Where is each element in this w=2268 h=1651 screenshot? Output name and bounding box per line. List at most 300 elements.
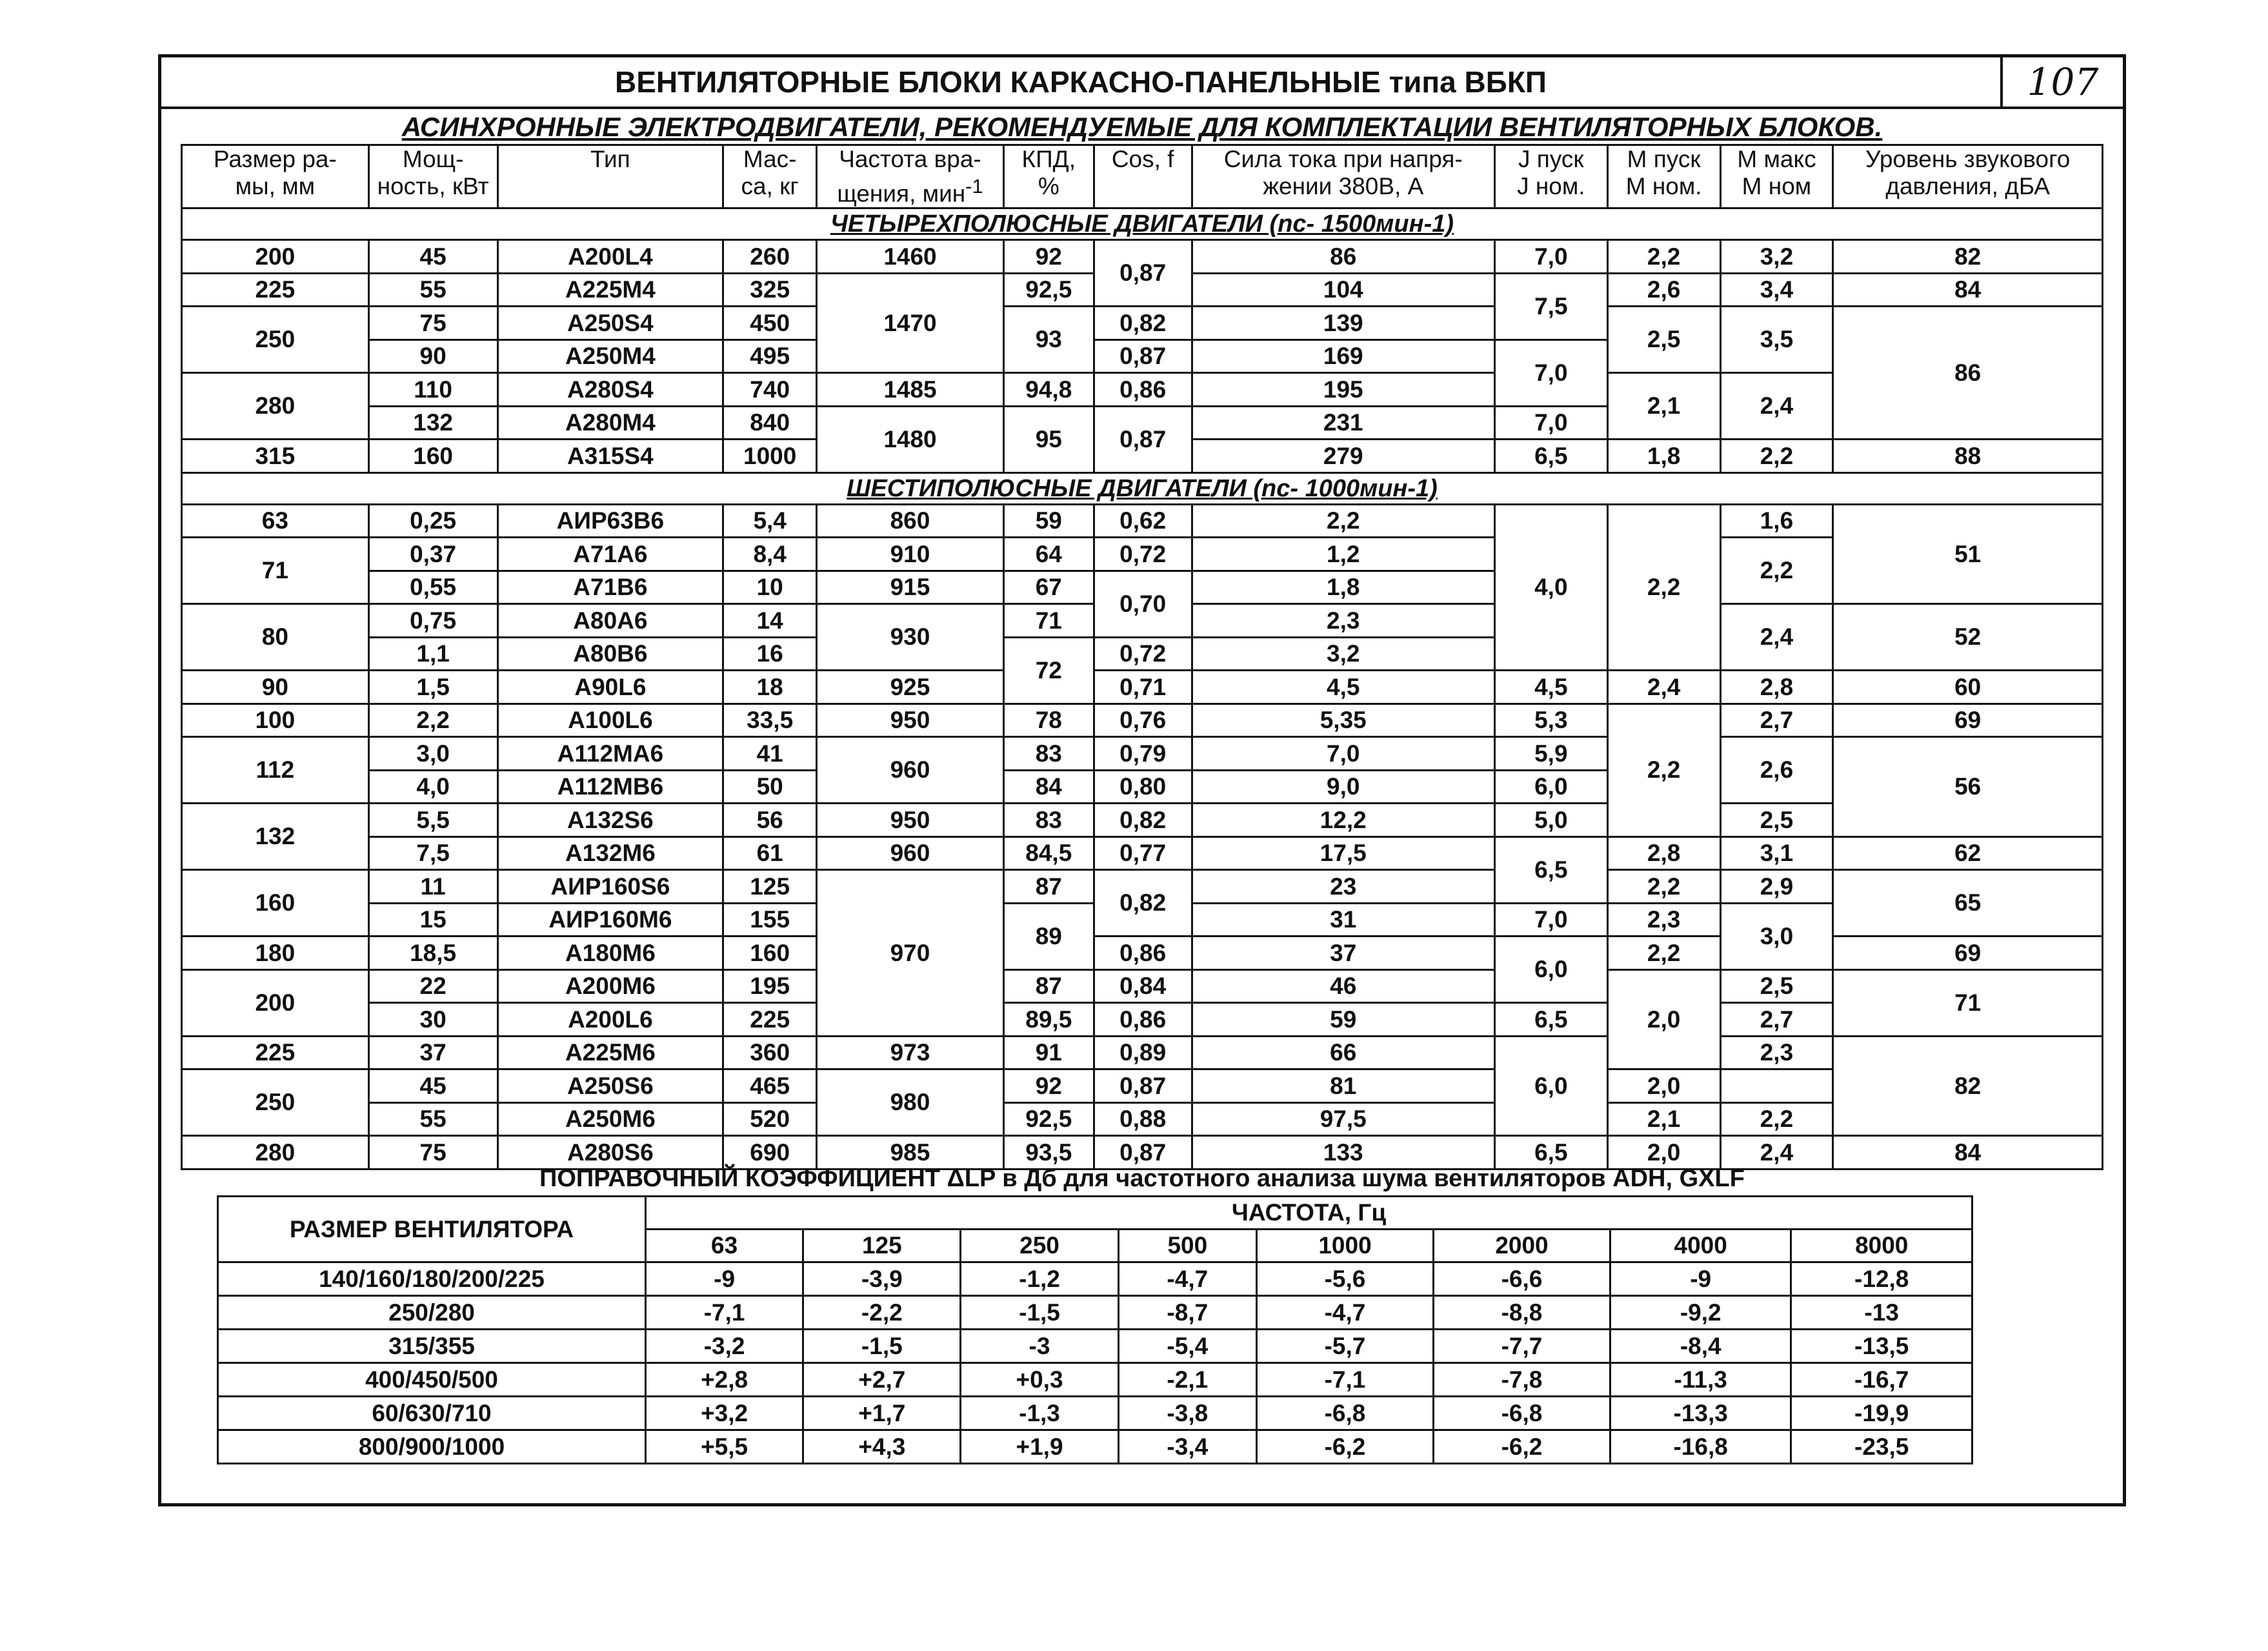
table-row bbox=[182, 737, 2103, 771]
table-cell: 0,72 bbox=[1094, 538, 1192, 571]
table-cell: 30 bbox=[368, 1003, 497, 1037]
table-row bbox=[182, 504, 2103, 538]
table-cell: 15 bbox=[368, 903, 497, 937]
table-cell: -8,8 bbox=[1433, 1296, 1610, 1330]
table-cell: 22 bbox=[368, 969, 497, 1003]
table-cell: 980 bbox=[817, 1069, 1004, 1136]
table-cell: 8,4 bbox=[723, 538, 817, 571]
table-cell: 2,2 bbox=[1720, 1102, 1833, 1136]
speed-header bbox=[817, 145, 1004, 208]
table-cell: -5,7 bbox=[1257, 1330, 1434, 1363]
table-cell: 0,82 bbox=[1094, 307, 1192, 340]
table-row bbox=[182, 373, 2103, 407]
motor-table bbox=[181, 144, 2103, 1170]
table-cell: +1,9 bbox=[961, 1430, 1118, 1464]
table-cell: 84 bbox=[1833, 273, 2103, 307]
table-cell: 18 bbox=[723, 671, 817, 704]
table-cell: 6,0 bbox=[1494, 770, 1607, 804]
table-row bbox=[182, 307, 2103, 340]
table-cell: 84 bbox=[1833, 1136, 2103, 1170]
table-cell: 1480 bbox=[817, 406, 1004, 472]
table-cell: +0,3 bbox=[961, 1363, 1118, 1397]
page-subtitle: АСИНХРОННЫЕ ЭЛЕКТРОДВИГАТЕЛИ, РЕКОМЕНДУЕМЫЕ ДЛЯ КОМПЛЕКТАЦИИ ВЕНТИЛЯТОРНЫХ БЛОКОВ. bbox=[401, 112, 1883, 142]
table-cell: 0,72 bbox=[1094, 637, 1192, 671]
table-row bbox=[218, 1330, 1972, 1363]
table-cell: 62 bbox=[1833, 836, 2103, 870]
table-cell: 92,5 bbox=[1003, 1102, 1094, 1136]
table-cell: 17,5 bbox=[1192, 836, 1494, 870]
table-cell: 225 bbox=[723, 1003, 817, 1037]
table-cell: -9,2 bbox=[1610, 1296, 1791, 1330]
table-cell: 0,70 bbox=[1094, 571, 1192, 637]
document-sheet bbox=[158, 54, 2126, 1506]
table-cell: 250 bbox=[182, 1069, 369, 1136]
page-title: ВЕНТИЛЯТОРНЫЕ БЛОКИ КАРКАСНО-ПАНЕЛЬНЫЕ типа ВБКП bbox=[615, 65, 1547, 99]
text-label: -1 bbox=[965, 175, 983, 198]
table-row bbox=[218, 1262, 1972, 1296]
table-cell: 59 bbox=[1003, 504, 1094, 538]
table-cell: 87 bbox=[1003, 870, 1094, 904]
table-cell: 71 bbox=[1833, 969, 2103, 1036]
table-cell: A280M4 bbox=[497, 406, 723, 440]
frequency-header: ЧАСТОТА, Гц bbox=[646, 1197, 1972, 1230]
table-cell: 0,77 bbox=[1094, 836, 1192, 870]
table-cell: 315 bbox=[182, 440, 369, 473]
table-cell: 1000 bbox=[723, 440, 817, 473]
table-row bbox=[182, 671, 2103, 704]
table-cell: 1,1 bbox=[368, 637, 497, 671]
table-cell: A250M4 bbox=[497, 339, 723, 373]
table-cell: 78 bbox=[1003, 704, 1094, 737]
table-cell: 450 bbox=[723, 307, 817, 340]
table-cell: 2,5 bbox=[1720, 969, 1833, 1003]
table-cell: 56 bbox=[1833, 737, 2103, 837]
table-cell: 91 bbox=[1003, 1036, 1094, 1069]
table-cell: -16,8 bbox=[1610, 1430, 1791, 1464]
table-cell: 465 bbox=[723, 1069, 817, 1103]
table-cell: 225 bbox=[182, 273, 369, 307]
table-cell: 61 bbox=[723, 836, 817, 870]
table-cell: 52 bbox=[1833, 604, 2103, 671]
table-cell: 0,37 bbox=[368, 538, 497, 571]
table-cell: 910 bbox=[817, 538, 1004, 571]
table-cell: A280S4 bbox=[497, 373, 723, 407]
table-cell: 90 bbox=[368, 339, 497, 373]
table-cell: 14 bbox=[723, 604, 817, 638]
table-cell: -13,5 bbox=[1791, 1330, 1972, 1363]
table-cell: -6,6 bbox=[1433, 1262, 1610, 1296]
table-cell: A100L6 bbox=[497, 704, 723, 737]
table-cell: 2,4 bbox=[1607, 671, 1720, 704]
text-label: мы, мм bbox=[235, 173, 316, 199]
table-cell: 950 bbox=[817, 804, 1004, 837]
table-cell: -23,5 bbox=[1791, 1430, 1972, 1464]
table-cell: 75 bbox=[368, 1136, 497, 1170]
table-cell: -8,7 bbox=[1118, 1296, 1256, 1330]
section-row bbox=[182, 472, 2103, 504]
table-cell: 7,0 bbox=[1494, 339, 1607, 406]
table-cell: -4,7 bbox=[1118, 1262, 1256, 1296]
table-row bbox=[218, 1363, 1972, 1397]
table-cell: 100 bbox=[182, 704, 369, 737]
table-cell: -13,3 bbox=[1610, 1397, 1791, 1430]
table-cell: 4,0 bbox=[368, 770, 497, 804]
table-cell: -3,8 bbox=[1118, 1397, 1256, 1430]
table-cell: 69 bbox=[1833, 704, 2103, 737]
table-cell: 250/280 bbox=[218, 1296, 646, 1330]
table-cell: 231 bbox=[1192, 406, 1494, 440]
table-cell: 82 bbox=[1833, 1036, 2103, 1136]
table-cell: 2,7 bbox=[1720, 1003, 1833, 1037]
table-cell: 6,0 bbox=[1494, 937, 1607, 1003]
table-row bbox=[182, 1036, 2103, 1069]
table-cell: -6,8 bbox=[1257, 1397, 1434, 1430]
table-cell: 1,6 bbox=[1720, 504, 1833, 538]
table-cell: 93,5 bbox=[1003, 1136, 1094, 1170]
table-cell: 0,79 bbox=[1094, 737, 1192, 771]
table-row bbox=[182, 1102, 2103, 1136]
table-cell: 71 bbox=[182, 538, 369, 604]
table-cell: 2,4 bbox=[1720, 373, 1833, 440]
table-cell: 0,84 bbox=[1094, 969, 1192, 1003]
table-cell: 169 bbox=[1192, 339, 1494, 373]
table-cell: 2,6 bbox=[1607, 273, 1720, 307]
table-cell: 0,86 bbox=[1094, 937, 1192, 970]
table-cell: 0,75 bbox=[368, 604, 497, 638]
text-label: Мас- bbox=[743, 146, 797, 172]
table-cell: 925 bbox=[817, 671, 1004, 704]
text-label: J пуск bbox=[1518, 146, 1584, 172]
table-cell: A250S6 bbox=[497, 1069, 723, 1103]
table-cell: 0,88 bbox=[1094, 1102, 1192, 1136]
table-cell: 139 bbox=[1192, 307, 1494, 340]
table-cell: 2,0 bbox=[1607, 969, 1720, 1069]
table-cell: 2,2 bbox=[1607, 240, 1720, 274]
table-cell: 125 bbox=[723, 870, 817, 904]
table-cell: 45 bbox=[368, 1069, 497, 1103]
table-cell: 3,0 bbox=[1720, 903, 1833, 969]
table-cell: 83 bbox=[1003, 804, 1094, 837]
table-cell: -1,3 bbox=[961, 1397, 1118, 1430]
table-cell: 67 bbox=[1003, 571, 1094, 604]
table-cell: 2,2 bbox=[1607, 704, 1720, 836]
table-cell: 81 bbox=[1192, 1069, 1494, 1103]
table-cell: 0,87 bbox=[1094, 240, 1192, 307]
table-cell: 3,4 bbox=[1720, 273, 1833, 307]
table-cell: 66 bbox=[1192, 1036, 1494, 1069]
table-cell: -13 bbox=[1791, 1296, 1972, 1330]
table-cell: 315/355 bbox=[218, 1330, 646, 1363]
table-cell: АИР63В6 bbox=[497, 504, 723, 538]
table-cell: 2,8 bbox=[1607, 836, 1720, 870]
table-cell: 7,0 bbox=[1494, 903, 1607, 937]
table-cell: 3,2 bbox=[1192, 637, 1494, 671]
table-cell: 133 bbox=[1192, 1136, 1494, 1170]
table-cell: 7,5 bbox=[368, 836, 497, 870]
table-cell: A80A6 bbox=[497, 604, 723, 638]
table-row bbox=[182, 704, 2103, 737]
table-cell: 12,2 bbox=[1192, 804, 1494, 837]
table-cell: 0,86 bbox=[1094, 1003, 1192, 1037]
text-label: % bbox=[1038, 173, 1059, 199]
table-cell: 2,0 bbox=[1607, 1136, 1720, 1170]
table-cell: -3 bbox=[961, 1330, 1118, 1363]
table-cell: 37 bbox=[368, 1036, 497, 1069]
table-cell: 4,5 bbox=[1192, 671, 1494, 704]
table-cell: 1485 bbox=[817, 373, 1004, 407]
table-cell: 104 bbox=[1192, 273, 1494, 307]
table-cell: 0,55 bbox=[368, 571, 497, 604]
table-cell: +3,2 bbox=[646, 1397, 803, 1430]
table-cell: 0,25 bbox=[368, 504, 497, 538]
table-cell: АИР160M6 bbox=[497, 903, 723, 937]
correction-title: ПОПРАВОЧНЫЙ КОЭФФИЦИЕНТ ΔLP в Дб для частотного анализа шума вентиляторов ADH, GXLF bbox=[539, 1165, 1745, 1192]
table-cell: 11 bbox=[368, 870, 497, 904]
table-cell: 7,0 bbox=[1494, 240, 1607, 274]
table-cell: 740 bbox=[723, 373, 817, 407]
table-cell: 2,2 bbox=[1720, 440, 1833, 473]
table-cell: 1460 bbox=[817, 240, 1004, 274]
table-cell: A180M6 bbox=[497, 937, 723, 970]
table-cell: 112 bbox=[182, 737, 369, 804]
table-row bbox=[182, 1003, 2103, 1037]
table-cell: 1,2 bbox=[1192, 538, 1494, 571]
table-cell: 860 bbox=[817, 504, 1004, 538]
table-cell: 16 bbox=[723, 637, 817, 671]
current-header bbox=[1192, 145, 1494, 208]
table-cell: 6,5 bbox=[1494, 1003, 1607, 1037]
table-cell: -16,7 bbox=[1791, 1363, 1972, 1397]
table-cell: -19,9 bbox=[1791, 1397, 1972, 1430]
table-cell: 0,87 bbox=[1094, 339, 1192, 373]
table-cell: -3,9 bbox=[803, 1262, 961, 1296]
table-cell: A71B6 bbox=[497, 571, 723, 604]
table-row bbox=[218, 1430, 1972, 1464]
table-cell: A80B6 bbox=[497, 637, 723, 671]
table-cell: 800/900/1000 bbox=[218, 1430, 646, 1464]
table-cell: -1,5 bbox=[803, 1330, 961, 1363]
table-cell: 59 bbox=[1192, 1003, 1494, 1037]
table-cell: -3,2 bbox=[646, 1330, 803, 1363]
table-cell: 0,87 bbox=[1094, 406, 1192, 472]
table-cell: 279 bbox=[1192, 440, 1494, 473]
mass-header bbox=[723, 145, 817, 208]
table-cell: -6,8 bbox=[1433, 1397, 1610, 1430]
table-cell: 2,5 bbox=[1720, 804, 1833, 837]
table-cell: A71A6 bbox=[497, 538, 723, 571]
table-cell: 973 bbox=[817, 1036, 1004, 1069]
text-label: Мощ- bbox=[402, 146, 464, 172]
mmax-header bbox=[1720, 145, 1833, 208]
table-cell: 97,5 bbox=[1192, 1102, 1494, 1136]
table-cell: -1,5 bbox=[961, 1296, 1118, 1330]
table-row bbox=[182, 836, 2103, 870]
correction-header-row bbox=[218, 1197, 1972, 1230]
table-cell: 195 bbox=[723, 969, 817, 1003]
table-cell: 690 bbox=[723, 1136, 817, 1170]
table-cell: 2,8 bbox=[1720, 671, 1833, 704]
table-cell: 2,3 bbox=[1720, 1036, 1833, 1069]
table-cell: A112MB6 bbox=[497, 770, 723, 804]
table-cell: 195 bbox=[1192, 373, 1494, 407]
table-cell: A90L6 bbox=[497, 671, 723, 704]
power-header bbox=[368, 145, 497, 208]
title-bar bbox=[161, 57, 2123, 109]
table-cell: 495 bbox=[723, 339, 817, 373]
table-cell: A200L6 bbox=[497, 1003, 723, 1037]
table-cell: -2,2 bbox=[803, 1296, 961, 1330]
table-cell: A225M6 bbox=[497, 1036, 723, 1069]
table-cell: 5,4 bbox=[723, 504, 817, 538]
table-row bbox=[182, 1069, 2103, 1103]
table-cell: 325 bbox=[723, 273, 817, 307]
table-cell: 5,0 bbox=[1494, 804, 1607, 837]
table-cell: 10 bbox=[723, 571, 817, 604]
table-cell: 83 bbox=[1003, 737, 1094, 771]
table-cell: 41 bbox=[723, 737, 817, 771]
table-cell: 86 bbox=[1833, 307, 2103, 440]
table-cell: 0,87 bbox=[1094, 1069, 1192, 1103]
table-cell: 970 bbox=[817, 870, 1004, 1037]
table-cell: 94,8 bbox=[1003, 373, 1094, 407]
table-cell: 2,3 bbox=[1607, 903, 1720, 937]
text-label: давления, дБА bbox=[1885, 173, 2050, 199]
text-label: М ном bbox=[1741, 173, 1812, 199]
table-row bbox=[182, 969, 2103, 1003]
table-cell: 280 bbox=[182, 1136, 369, 1170]
table-cell: 5,9 bbox=[1494, 737, 1607, 771]
table-cell: 160 bbox=[723, 937, 817, 970]
table-cell: 960 bbox=[817, 836, 1004, 870]
table-cell: 5,3 bbox=[1494, 704, 1607, 737]
table-cell: 2,2 bbox=[1607, 937, 1720, 970]
table-cell: 260 bbox=[723, 240, 817, 274]
table-cell: 7,0 bbox=[1192, 737, 1494, 771]
table-cell: 960 bbox=[817, 737, 1004, 804]
text-label: Уровень звукового bbox=[1865, 146, 2071, 172]
table-cell: 915 bbox=[817, 571, 1004, 604]
table-cell: A200M6 bbox=[497, 969, 723, 1003]
table-cell: 92,5 bbox=[1003, 273, 1094, 307]
text-label: щения, мин bbox=[837, 180, 966, 207]
table-cell: 2,2 bbox=[1607, 870, 1720, 904]
table-cell: 2000 bbox=[1433, 1230, 1610, 1262]
table-cell: -7,8 bbox=[1433, 1363, 1610, 1397]
table-cell: 2,2 bbox=[1607, 504, 1720, 671]
table-cell: 33,5 bbox=[723, 704, 817, 737]
table-cell: 75 bbox=[368, 307, 497, 340]
table-cell: 92 bbox=[1003, 240, 1094, 274]
type-header: Тип bbox=[497, 145, 723, 208]
table-cell: 930 bbox=[817, 604, 1004, 671]
table-cell: A280S6 bbox=[497, 1136, 723, 1170]
table-cell: -7,7 bbox=[1433, 1330, 1610, 1363]
table-cell: 5,5 bbox=[368, 804, 497, 837]
table-cell: 90 bbox=[182, 671, 369, 704]
table-cell: 64 bbox=[1003, 538, 1094, 571]
table-cell: +5,5 bbox=[646, 1430, 803, 1464]
table-cell: 1,8 bbox=[1192, 571, 1494, 604]
table-cell: +4,3 bbox=[803, 1430, 961, 1464]
table-cell: -7,1 bbox=[646, 1296, 803, 1330]
table-cell: 69 bbox=[1833, 937, 2103, 970]
table-cell: 0,89 bbox=[1094, 1036, 1192, 1069]
table-cell: 2,1 bbox=[1607, 1102, 1720, 1136]
table-cell: 1,8 bbox=[1607, 440, 1720, 473]
table-cell: 500 bbox=[1118, 1230, 1256, 1262]
table-cell: -8,4 bbox=[1610, 1330, 1791, 1363]
table-cell: 0,82 bbox=[1094, 804, 1192, 837]
cos-header: Cos, f bbox=[1094, 145, 1192, 208]
text-label: са, кг bbox=[741, 173, 799, 199]
table-cell: 2,1 bbox=[1607, 373, 1720, 440]
table-cell: A315S4 bbox=[497, 440, 723, 473]
table-cell: 200 bbox=[182, 240, 369, 274]
table-cell: 400/450/500 bbox=[218, 1363, 646, 1397]
text-label: жении 380В, А bbox=[1263, 173, 1424, 199]
table-cell: 45 bbox=[368, 240, 497, 274]
table-cell: 985 bbox=[817, 1136, 1004, 1170]
table-cell: 80 bbox=[182, 604, 369, 671]
table-cell: 56 bbox=[723, 804, 817, 837]
motor-header-row bbox=[182, 145, 2103, 208]
jstart-header bbox=[1494, 145, 1607, 208]
table-cell: 65 bbox=[1833, 870, 2103, 937]
table-cell: 6,0 bbox=[1494, 1036, 1607, 1136]
text-label: Размер ра- bbox=[213, 146, 337, 172]
table-cell: АИР160S6 bbox=[497, 870, 723, 904]
table-cell: 160 bbox=[182, 870, 369, 937]
table-cell: 2,2 bbox=[1720, 538, 1833, 604]
table-cell: 31 bbox=[1192, 903, 1494, 937]
table-cell: -6,2 bbox=[1433, 1430, 1610, 1464]
table-cell: -9 bbox=[1610, 1262, 1791, 1296]
table-cell: 360 bbox=[723, 1036, 817, 1069]
table-cell: 132 bbox=[368, 406, 497, 440]
text-label: Частота вра- bbox=[839, 146, 981, 172]
table-cell: 280 bbox=[182, 373, 369, 440]
table-cell: 89,5 bbox=[1003, 1003, 1094, 1037]
table-cell: 2,3 bbox=[1192, 604, 1494, 638]
table-cell: -9 bbox=[646, 1262, 803, 1296]
section-six-pole: ШЕСТИПОЛЮСНЫЕ ДВИГАТЕЛИ (nc- 1000мин-1) bbox=[182, 472, 2103, 504]
correction-table bbox=[217, 1195, 1973, 1464]
table-cell: +2,8 bbox=[646, 1363, 803, 1397]
table-cell: 84,5 bbox=[1003, 836, 1094, 870]
table-row bbox=[182, 804, 2103, 837]
table-cell: 95 bbox=[1003, 406, 1094, 472]
table-cell: 2,7 bbox=[1720, 704, 1833, 737]
table-cell: 2,2 bbox=[1192, 504, 1494, 538]
table-cell: 82 bbox=[1833, 240, 2103, 274]
table-cell: 9,0 bbox=[1192, 770, 1494, 804]
text-label: ность, кВт bbox=[377, 173, 489, 199]
table-cell: 0,76 bbox=[1094, 704, 1192, 737]
table-cell: -5,6 bbox=[1257, 1262, 1434, 1296]
table-cell: 0,87 bbox=[1094, 1136, 1192, 1170]
table-cell: +2,7 bbox=[803, 1363, 961, 1397]
text-label: Сила тока при напря- bbox=[1223, 146, 1463, 172]
table-cell: 93 bbox=[1003, 307, 1094, 373]
table-cell: 840 bbox=[723, 406, 817, 440]
table-cell: 8000 bbox=[1791, 1230, 1972, 1262]
table-cell: 520 bbox=[723, 1102, 817, 1136]
table-cell: 51 bbox=[1833, 504, 2103, 604]
table-cell: 37 bbox=[1192, 937, 1494, 970]
table-cell: A250S4 bbox=[497, 307, 723, 340]
table-cell: 7,5 bbox=[1494, 273, 1607, 339]
table-cell: 140/160/180/200/225 bbox=[218, 1262, 646, 1296]
